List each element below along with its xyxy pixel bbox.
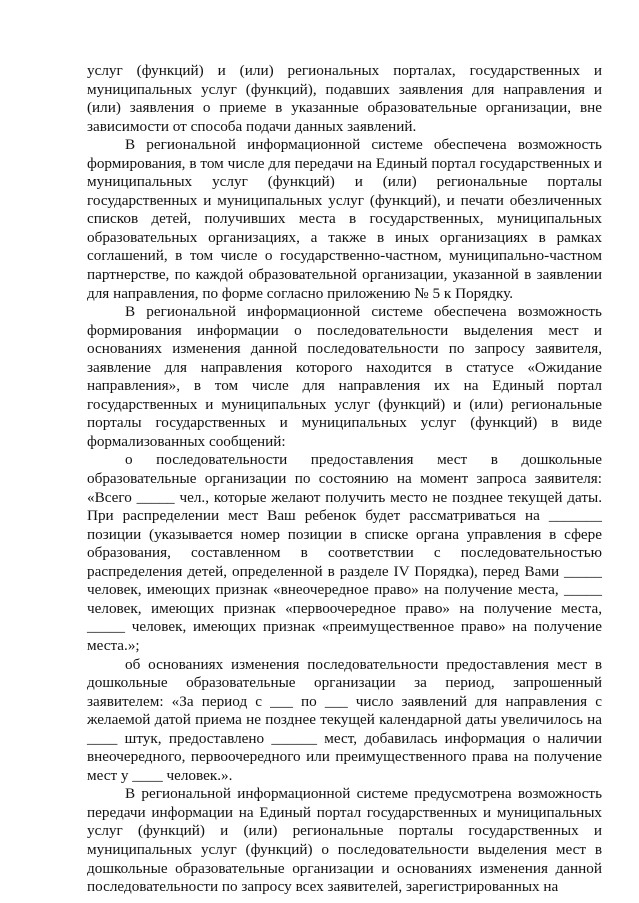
document-page — [87, 62, 602, 897]
paragraph-6: В региональной информационной системе предусмотрена возможность передачи информации на Единый портал государственных и муниципальных услуг (функций) и (или) региональные порталы государственных и муниципальных услуг (функций) о последовательности выделения мест в дошкольные образовательные организации и основаниях изменения данной последовательности по запросу всех заявителей, зарегистрированных на — [87, 785, 602, 896]
paragraph-4: о последовательности предоставления мест в дошкольные образовательные организации по состоянию на момент запроса заявителя: «Всего _____ чел., которые желают получить место не позднее текущей даты. При распределении мест Ваш ребенок будет рассматриваться на _______ позиции (указывается номер позиции в списке органа управления в сфере образования, составленном в соответствии с последовательностью распределения детей, определенной в разделе IV Порядка), перед Вами _____ человек, имеющих признак «внеочередное право» на получение места, _____ человек, имеющих признак «первоочередное право» на получение места, _____ человек, имеющих признак «преимущественное право» на получение места.»; — [87, 451, 602, 654]
paragraph-1: услуг (функций) и (или) региональных порталах, государственных и муниципальных услуг (функций), подавших заявления для направления и (или) заявления о приеме в указанные образовательные организации, вне зависимости от способа подачи данных заявлений. — [87, 62, 602, 135]
paragraph-5: об основаниях изменения последовательности предоставления мест в дошкольные образовательные организации за период, запрошенный заявителем: «За период с ___ по ___ число заявлений для направления с желаемой датой приема не позднее текущей календарной даты увеличилось на ____ штук, предоставлено ______ мест, добавилась информация о наличии внеочередного, первоочередного или преимущественного права на получение мест у ____ человек.». — [87, 655, 602, 784]
paragraph-2: В региональной информационной системе обеспечена возможность формирования, в том числе для передачи на Единый портал государственных и муниципальных услуг (функций) и (или) региональные порталы государственных и муниципальных услуг (функций), и печати обезличенных списков детей, получивших места в государственных, муниципальных образовательных организациях, а также в иных организациях в рамках соглашений, в том числе о государственно-частном, муниципально-частном партнерстве, по каждой образовательной организации, указанной в заявлении для направления, по форме согласно приложению № 5 к Порядку. — [87, 136, 602, 302]
paragraph-3: В региональной информационной системе обеспечена возможность формирования информации о последовательности выделения мест и основаниях изменения данной последовательности по запросу заявителя, заявление для направления которого находится в статусе «Ожидание направления», в том числе для направления их на Единый портал государственных и муниципальных услуг (функций) и (или) региональные порталы государственных и муниципальных услуг (функций) в виде формализованных сообщений: — [87, 303, 602, 450]
